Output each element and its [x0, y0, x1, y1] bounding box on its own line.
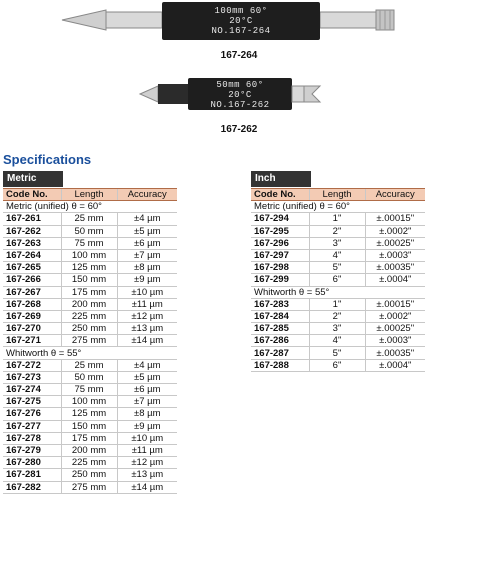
table-row [3, 249, 177, 261]
table-row [3, 396, 177, 408]
table-cell: ±5 µm [117, 371, 177, 383]
specifications-heading: Specifications [3, 152, 92, 167]
table-row [251, 237, 425, 249]
table-row [251, 323, 425, 335]
table-cell: 167-284 [251, 310, 309, 322]
column-header: Accuracy [117, 189, 177, 201]
table-row [3, 469, 177, 481]
engraving-line: 100mm 60° [214, 6, 268, 16]
engraving-line: NO.167-262 [210, 100, 270, 110]
table-row [3, 286, 177, 298]
table-cell: 6" [309, 274, 365, 286]
table-row [3, 359, 177, 371]
table-cell: 167-275 [3, 396, 61, 408]
table-cell: ±8 µm [117, 408, 177, 420]
inch-spec-table [251, 188, 425, 372]
table-cell: 167-279 [3, 444, 61, 456]
group-label: Whitworth θ = 55° [3, 347, 177, 359]
table-cell: 175 mm [61, 432, 117, 444]
table-cell: 167-265 [3, 262, 61, 274]
table-cell: 200 mm [61, 298, 117, 310]
table-cell: 50 mm [61, 225, 117, 237]
table-cell: 25 mm [61, 359, 117, 371]
table-cell: ±10 µm [117, 432, 177, 444]
table-cell: 167-280 [3, 457, 61, 469]
table-row [3, 444, 177, 456]
table-cell: 150 mm [61, 420, 117, 432]
table-row [251, 225, 425, 237]
column-header: Length [61, 189, 117, 201]
table-cell: 50 mm [61, 371, 117, 383]
table-cell: 167-269 [3, 310, 61, 322]
table-cell: ±.00025" [365, 237, 425, 249]
group-row [251, 286, 425, 298]
table-cell: 250 mm [61, 323, 117, 335]
table-row [3, 384, 177, 396]
table-row [3, 237, 177, 249]
table-cell: ±5 µm [117, 225, 177, 237]
table-cell: 275 mm [61, 481, 117, 493]
table-cell: ±13 µm [117, 469, 177, 481]
table-row [3, 298, 177, 310]
table-cell: 167-282 [3, 481, 61, 493]
table-cell: 167-263 [3, 237, 61, 249]
table-cell: 125 mm [61, 408, 117, 420]
table-cell: 100 mm [61, 396, 117, 408]
table-row [3, 335, 177, 347]
table-row [251, 298, 425, 310]
table-cell: ±7 µm [117, 249, 177, 261]
table-row [251, 249, 425, 261]
table-cell: 2" [309, 310, 365, 322]
table-cell: ±.0002" [365, 225, 425, 237]
group-label: Whitworth θ = 55° [251, 286, 425, 298]
table-cell: ±6 µm [117, 384, 177, 396]
table-row [251, 359, 425, 371]
table-cell: ±14 µm [117, 481, 177, 493]
table-cell: 3" [309, 323, 365, 335]
table-cell: ±.00025" [365, 323, 425, 335]
table-cell: 167-287 [251, 347, 309, 359]
table-row [251, 262, 425, 274]
table-cell: 175 mm [61, 286, 117, 298]
table-cell: 125 mm [61, 262, 117, 274]
table-cell: 4" [309, 335, 365, 347]
column-header: Accuracy [365, 189, 425, 201]
table-row [251, 347, 425, 359]
table-row [3, 371, 177, 383]
table-cell: 167-271 [3, 335, 61, 347]
engraving-line: 20°C [229, 16, 253, 26]
table-cell: ±6 µm [117, 237, 177, 249]
table-cell: ±10 µm [117, 286, 177, 298]
table-row [3, 408, 177, 420]
table-cell: 167-268 [3, 298, 61, 310]
table-cell: 167-295 [251, 225, 309, 237]
table-cell: 1" [309, 298, 365, 310]
table-cell: 6" [309, 359, 365, 371]
table-cell: 167-297 [251, 249, 309, 261]
table-cell: 200 mm [61, 444, 117, 456]
table-row [3, 457, 177, 469]
table-row [3, 310, 177, 322]
table-cell: 167-298 [251, 262, 309, 274]
table-row [3, 213, 177, 225]
table-cell: 167-285 [251, 323, 309, 335]
table-row [251, 274, 425, 286]
table-cell: ±11 µm [117, 298, 177, 310]
model-label: 167-262 [220, 124, 258, 135]
engraving-line: 50mm 60° [216, 80, 264, 90]
table-cell: ±.0004" [365, 359, 425, 371]
table-cell: ±8 µm [117, 262, 177, 274]
model-label: 167-264 [220, 50, 258, 61]
table-cell: 167-278 [3, 432, 61, 444]
table-cell: 75 mm [61, 237, 117, 249]
group-label: Metric (unified) θ = 60° [3, 201, 177, 213]
table-cell: 167-270 [3, 323, 61, 335]
table-cell: ±7 µm [117, 396, 177, 408]
table-cell: ±.0002" [365, 310, 425, 322]
table-cell: ±.00015" [365, 298, 425, 310]
table-cell: ±.0004" [365, 274, 425, 286]
table-cell: ±4 µm [117, 359, 177, 371]
metric-spec-table [3, 188, 177, 494]
column-header: Length [309, 189, 365, 201]
table-cell: ±12 µm [117, 457, 177, 469]
table-cell: 167-299 [251, 274, 309, 286]
table-row [3, 262, 177, 274]
column-header: Code No. [3, 189, 61, 201]
table-cell: 167-288 [251, 359, 309, 371]
table-cell: ±9 µm [117, 274, 177, 286]
table-cell: ±4 µm [117, 213, 177, 225]
engraving-line: 20°C [228, 90, 252, 100]
table-row [3, 420, 177, 432]
column-header: Code No. [251, 189, 309, 201]
table-cell: 5" [309, 347, 365, 359]
group-row [251, 201, 425, 213]
table-row [251, 335, 425, 347]
table-cell: 1" [309, 213, 365, 225]
table-cell: 167-274 [3, 384, 61, 396]
table-row [3, 274, 177, 286]
table-row [251, 310, 425, 322]
table-cell: 167-276 [3, 408, 61, 420]
table-cell: ±11 µm [117, 444, 177, 456]
table-cell: ±.00015" [365, 213, 425, 225]
table-cell: 100 mm [61, 249, 117, 261]
table-cell: 167-277 [3, 420, 61, 432]
table-cell: 75 mm [61, 384, 117, 396]
table-cell: ±.00035" [365, 347, 425, 359]
table-cell: 167-264 [3, 249, 61, 261]
table-row [3, 432, 177, 444]
table-cell: 167-283 [251, 298, 309, 310]
table-cell: ±.0003" [365, 335, 425, 347]
metric-tab: Metric [3, 171, 63, 187]
table-cell: 167-296 [251, 237, 309, 249]
table-cell: 167-281 [3, 469, 61, 481]
table-cell: ±14 µm [117, 335, 177, 347]
table-cell: 167-286 [251, 335, 309, 347]
table-cell: 167-261 [3, 213, 61, 225]
table-cell: 250 mm [61, 469, 117, 481]
table-row [3, 481, 177, 493]
table-header-row [3, 189, 177, 201]
table-cell: 167-262 [3, 225, 61, 237]
table-cell: 25 mm [61, 213, 117, 225]
table-row [251, 213, 425, 225]
group-row [3, 201, 177, 213]
table-cell: 275 mm [61, 335, 117, 347]
engraving-line: NO.167-264 [211, 26, 271, 36]
group-row [3, 347, 177, 359]
table-cell: ±13 µm [117, 323, 177, 335]
table-cell: 5" [309, 262, 365, 274]
table-cell: 167-294 [251, 213, 309, 225]
table-cell: 167-272 [3, 359, 61, 371]
table-cell: 2" [309, 225, 365, 237]
table-row [3, 323, 177, 335]
group-label: Metric (unified) θ = 60° [251, 201, 425, 213]
table-row [3, 225, 177, 237]
table-cell: 3" [309, 237, 365, 249]
table-header-row [251, 189, 425, 201]
table-cell: 4" [309, 249, 365, 261]
table-cell: 167-267 [3, 286, 61, 298]
table-cell: ±9 µm [117, 420, 177, 432]
table-cell: 150 mm [61, 274, 117, 286]
table-cell: 225 mm [61, 457, 117, 469]
table-cell: 225 mm [61, 310, 117, 322]
table-cell: 167-273 [3, 371, 61, 383]
inch-tab: Inch [251, 171, 311, 187]
table-cell: ±.0003" [365, 249, 425, 261]
table-cell: ±12 µm [117, 310, 177, 322]
table-cell: 167-266 [3, 274, 61, 286]
table-cell: ±.00035" [365, 262, 425, 274]
